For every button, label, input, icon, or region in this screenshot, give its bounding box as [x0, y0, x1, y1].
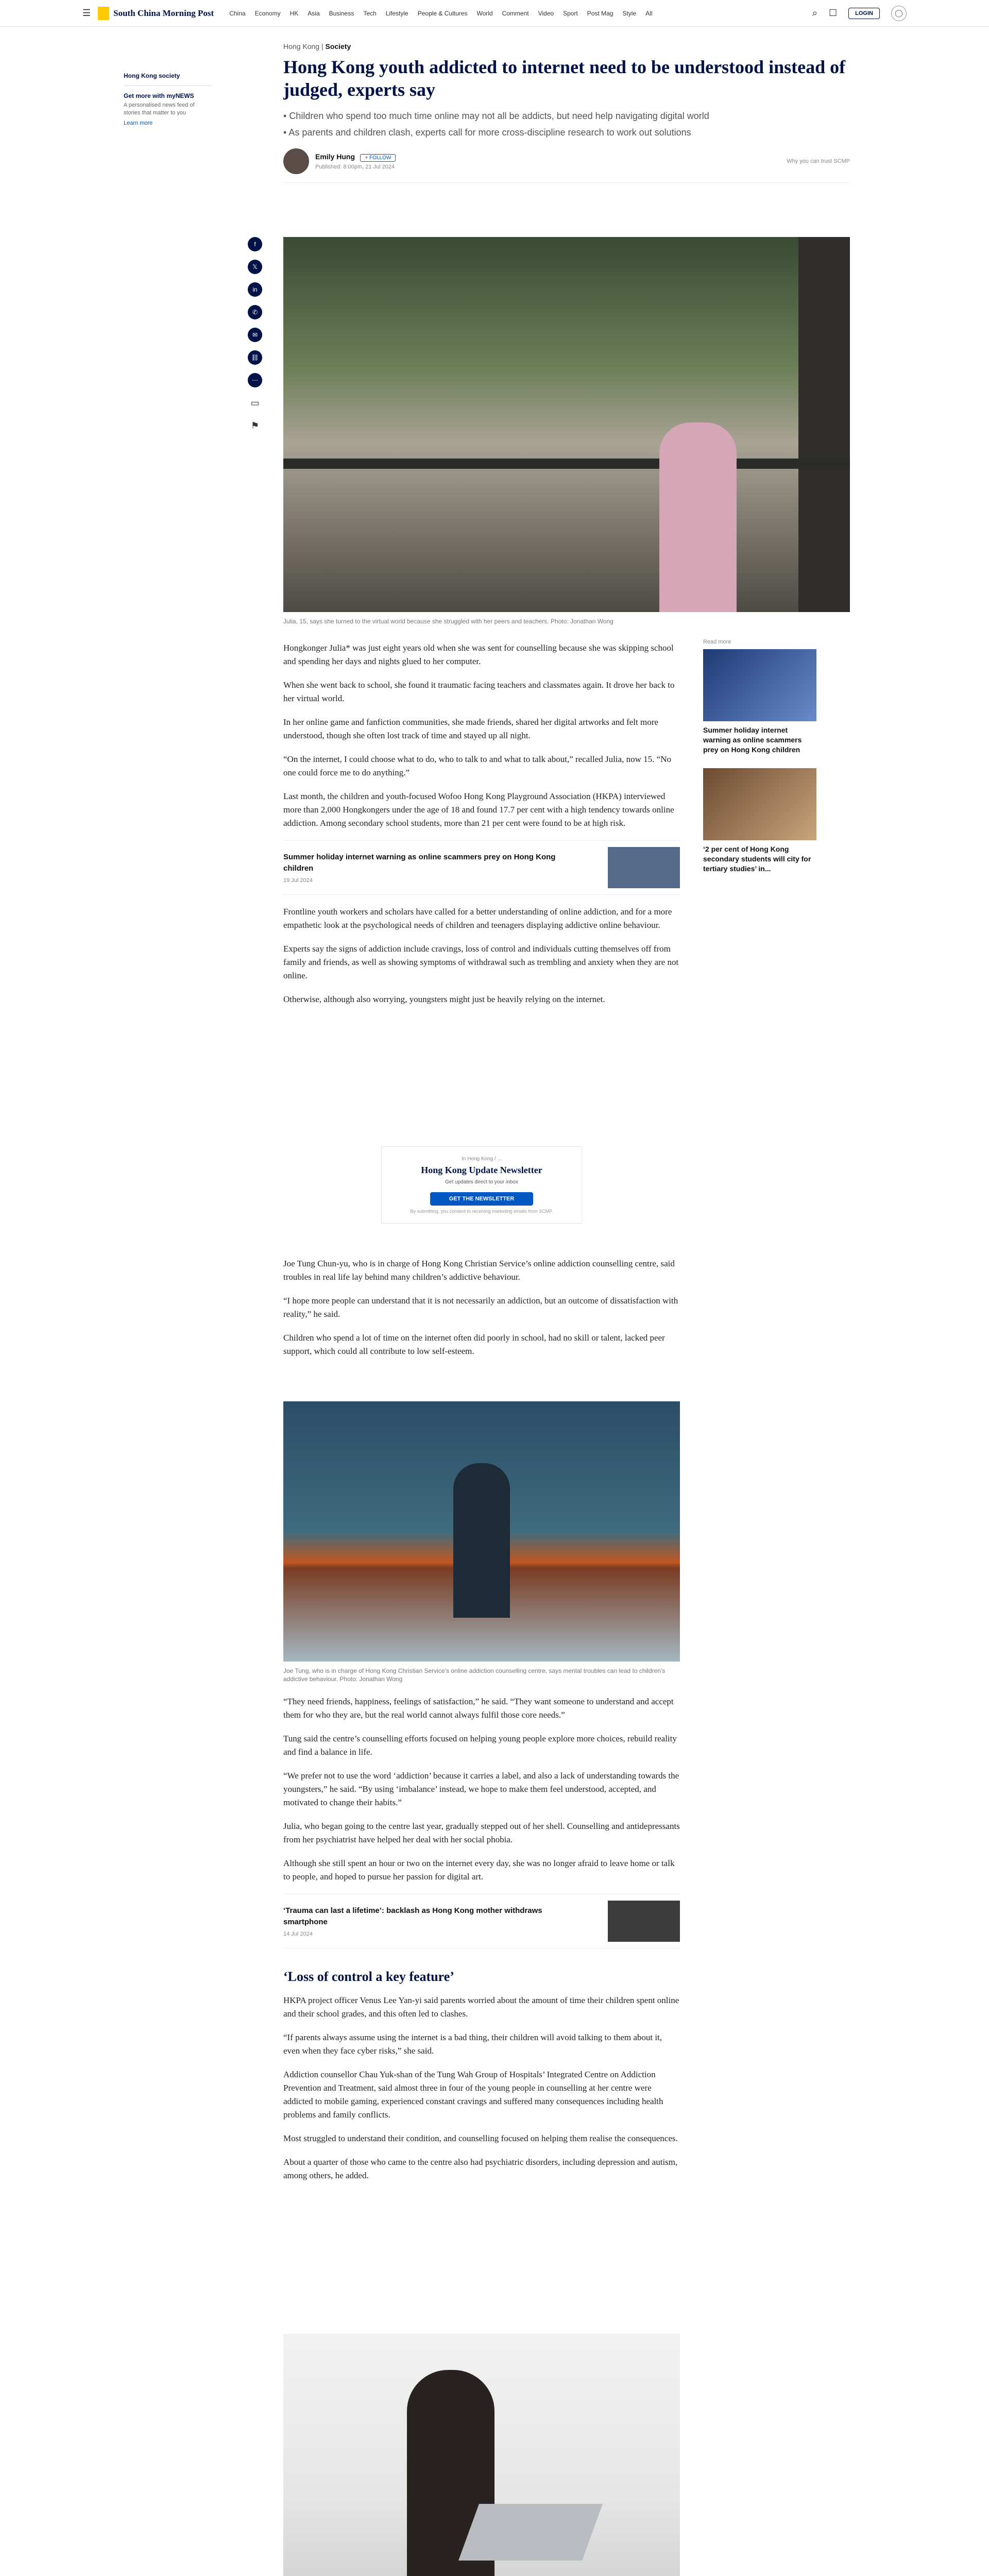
nav-right-controls	[812, 6, 907, 21]
right-rail-thumbnail[interactable]	[703, 768, 816, 840]
related-article-thumbnail[interactable]	[608, 1901, 680, 1942]
body-paragraph: Julia, who began going to the centre last year, gradually stepped out of her shell. Counselling and antidepressants from her psychiatrist have helped her deal with her social phobia.	[283, 1821, 680, 1844]
sidebar-section-title[interactable]: Hong Kong society	[124, 72, 180, 79]
image-caption: Joe Tung, who is in charge of Hong Kong Christian Service’s online addiction counselling centre, says mental troubles can lead to children’s addictive behaviour. Photo: Jonathan Wong	[283, 1667, 666, 1683]
right-rail-story-title[interactable]: ‘2 per cent of Hong Kong secondary students will city for tertiary studies’ in...	[703, 845, 811, 873]
body-paragraph: Hongkonger Julia* was just eight years old when she was sent for counselling because she was skipping school and spending her days and nights glued to her computer.	[283, 643, 674, 666]
author-info	[315, 152, 396, 170]
right-rail	[703, 639, 816, 887]
bookmark-icon[interactable]: ☐	[829, 8, 838, 18]
summary-bullet: • As parents and children clash, experts call for more cross-discipline research to work out solutions	[283, 127, 691, 138]
body-paragraph: “I hope more people can understand that it is not necessarily an addiction, but an outcome of dissatisfaction with reality,” he said.	[283, 1296, 678, 1319]
body-paragraph: Addiction counsellor Chau Yuk-shan of the Tung Wah Group of Hospitals’ Integrated Centre on Addiction Prevention and Treatment, said almost three in four of the young people in counselling at her centre were addicted to mobile gaming, experienced constant cravings and suffered many consequences including health problems and family conflicts.	[283, 2070, 663, 2120]
menu-icon[interactable]: ☰	[82, 8, 91, 18]
nav-item-sport[interactable]: Sport	[563, 9, 578, 17]
breadcrumb-parent[interactable]: Hong Kong	[283, 42, 320, 50]
published-date: Published: 8:00pm, 21 Jul 2024	[315, 164, 395, 170]
nav-item-asia[interactable]: Asia	[308, 9, 320, 17]
right-rail-heading: Read more	[703, 639, 731, 645]
linkedin-share-icon[interactable]: in	[248, 282, 262, 297]
body-paragraph: Most struggled to understand their condition, and counselling focused on helping them realise the consequences.	[283, 2133, 678, 2143]
user-avatar-icon[interactable]: ◯	[891, 6, 907, 21]
breadcrumb	[283, 42, 850, 50]
twitter-share-icon[interactable]: 𝕏	[248, 260, 262, 274]
mynews-learn-more-link[interactable]: Learn more	[124, 120, 153, 126]
nav-item-people[interactable]: People & Cultures	[417, 9, 468, 17]
right-rail-thumbnail[interactable]	[703, 649, 816, 721]
related-article-thumbnail[interactable]	[608, 847, 680, 888]
body-paragraph: Joe Tung Chun-yu, who is in charge of Hong Kong Christian Service’s online addiction counselling centre, said troubles in real life lay behind many children’s addictive behaviour.	[283, 1259, 675, 1282]
share-rail	[247, 237, 263, 433]
related-article-date: 19 Jul 2024	[283, 877, 313, 884]
nav-item-comment[interactable]: Comment	[502, 9, 529, 17]
image-person	[453, 1463, 510, 1618]
brand-name[interactable]: South China Morning Post	[113, 8, 214, 18]
body-paragraph: Experts say the signs of addiction include cravings, loss of control and individuals cutting themselves off from family and friends, as well as showing symptoms of withdrawal such as trembling and anxiety when they are not online.	[283, 944, 679, 980]
nav-item-postmag[interactable]: Post Mag	[587, 9, 613, 17]
article-headline: Hong Kong youth addicted to internet need to be understood instead of judged, experts say	[283, 57, 846, 100]
newsletter-name: Hong Kong Update Newsletter	[421, 1165, 542, 1175]
body-paragraph: “On the internet, I could choose what to do, who to talk to and what to talk about,” recalled Julia, now 15. “No one could force me to do anything.”	[283, 754, 671, 777]
newsletter-fineprint: By submitting, you consent to receiving marketing emails from SCMP.	[410, 1209, 553, 1214]
brand-logo-icon[interactable]	[98, 7, 109, 20]
breadcrumb-section[interactable]: Society	[325, 42, 351, 50]
right-rail-story-title[interactable]: Summer holiday internet warning as online scammers prey on Hong Kong children	[703, 726, 802, 754]
body-paragraph: About a quarter of those who came to the centre also had psychiatric disorders, including depression and autism, among others, he added.	[283, 2157, 678, 2180]
bookmark-article-icon[interactable]: ⚑	[250, 420, 260, 431]
summary-bullet: • Children who spend too much time online may not all be addicts, but need help navigating digital world	[283, 111, 709, 121]
body-paragraph: HKPA project officer Venus Lee Yan-yi said parents worried about the amount of time their children spent online and their school grades, and this often led to clashes.	[283, 1995, 679, 2019]
more-share-icon[interactable]: ⋯	[248, 373, 262, 387]
body-paragraph: Tung said the centre’s counselling efforts focused on helping young people explore more choices, rebuild reality and find a balance in life.	[283, 1734, 677, 1757]
nav-item-economy[interactable]: Economy	[254, 9, 281, 17]
article-image-joe-tung	[283, 1401, 680, 1662]
body-paragraph: “We prefer not to use the word ‘addiction’ because it carries a label, and also a lack of understanding towards the youngsters,” he said. “By using ‘imbalance’ instead, we hope to make them feel understood, accepted, and motivated to change their habits.”	[283, 1771, 679, 1807]
author-row	[283, 148, 850, 183]
nav-item-all[interactable]: All	[645, 9, 653, 17]
newsletter-signup-box	[381, 1146, 582, 1224]
copy-link-icon[interactable]: ⛓	[248, 350, 262, 365]
author-avatar[interactable]	[283, 148, 309, 174]
nav-item-hk[interactable]: HK	[289, 9, 299, 17]
newsletter-signup-button[interactable]: GET THE NEWSLETTER	[430, 1192, 533, 1206]
body-paragraph: Although she still spent an hour or two on the internet every day, she was no longer afraid to leave home or talk to people, and hoped to pursue her passion for digital art.	[283, 1858, 675, 1882]
article-image-venus-lee	[283, 2334, 680, 2576]
nav-items	[229, 10, 652, 17]
related-article[interactable]	[283, 840, 680, 895]
trust-link[interactable]: Why you can trust SCMP	[787, 158, 850, 164]
author-name[interactable]: Emily Hung	[315, 152, 355, 161]
body-paragraph: In her online game and fanfiction communities, she made friends, shared her digital artworks and felt more understood, though she often lost track of time and stayed up all night.	[283, 717, 658, 740]
mynews-title: Get more with myNEWS	[124, 92, 194, 99]
nav-item-lifestyle[interactable]: Lifestyle	[385, 9, 408, 17]
search-icon[interactable]: ⌕	[812, 8, 818, 18]
body-paragraph: “If parents always assume using the internet is a bad thing, their children will avoid talking to them about it, even when they face cyber risks,” she said.	[283, 2032, 662, 2056]
hero-image	[283, 237, 850, 612]
article-body-section-2	[283, 1257, 680, 1368]
newsletter-kicker: In Hong Kong / ...	[462, 1156, 502, 1162]
related-article-title[interactable]: ‘Trauma can last a lifetime’: backlash as Hong Kong mother withdraws smartphone	[283, 1906, 542, 1926]
article-header	[283, 42, 850, 183]
nav-item-china[interactable]: China	[229, 9, 246, 17]
whatsapp-share-icon[interactable]: ✆	[248, 305, 262, 319]
nav-item-video[interactable]: Video	[538, 9, 554, 17]
section-heading: ‘Loss of control a key feature’	[283, 1969, 454, 1984]
hero-caption: Julia, 15, says she turned to the virtual world because she struggled with her peers and teachers. Photo: Jonathan Wong	[283, 618, 613, 625]
facebook-share-icon[interactable]: f	[248, 237, 262, 251]
image-laptop	[458, 2504, 603, 2561]
login-button[interactable]: LOGIN	[848, 8, 880, 19]
related-article[interactable]	[283, 1894, 680, 1948]
top-navigation-bar	[0, 0, 989, 27]
body-paragraph: When she went back to school, she found it traumatic facing teachers and classmates again. It drove her back to her virtual world.	[283, 680, 675, 703]
hero-image-person	[659, 422, 737, 612]
comment-icon[interactable]: ▭	[250, 397, 260, 408]
email-share-icon[interactable]: ✉	[248, 328, 262, 342]
body-paragraph: Frontline youth workers and scholars have called for a better understanding of online addiction, and for a more empathetic look at the psychological needs of children and teenagers displaying addictive online behaviour.	[283, 907, 672, 930]
summary-bullet-text: Children who spend too much time online may not all be addicts, but need help navigating digital world	[289, 111, 709, 121]
body-paragraph: “They need friends, happiness, feelings of satisfaction,” he said. “They want someone to understand and accept them for who they are, but the real world cannot always fulfil those core needs.”	[283, 1697, 674, 1720]
nav-item-business[interactable]: Business	[329, 9, 354, 17]
left-sidebar	[124, 72, 211, 126]
body-paragraph: Last month, the children and youth-focused Wofoo Hong Kong Playground Association (HKPA) interviewed more than 2,000 Hongkongers under the age of 18 and found 17.7 per cent with a high tendency towards online addiction. Among secondary school students, more than 21 per cent were found to be at high risk.	[283, 791, 674, 828]
hero-image-railing	[283, 459, 850, 469]
newsletter-description: Get updates direct to your inbox	[445, 1179, 518, 1185]
article-body-section-1	[283, 641, 680, 1016]
summary-bullet-text: As parents and children clash, experts call for more cross-discipline research to work out solutions	[288, 127, 691, 138]
related-article-text	[283, 852, 572, 884]
related-article-date: 14 Jul 2024	[283, 1931, 313, 1937]
body-paragraph: Otherwise, although also worrying, youngsters might just be heavily relying on the internet.	[283, 994, 605, 1004]
nav-item-style[interactable]: Style	[622, 9, 637, 17]
hero-image-pillar	[798, 237, 850, 612]
body-paragraph: Children who spend a lot of time on the internet often did poorly in school, had no skill or talent, lacked peer support, which could all contribute to low self-esteem.	[283, 1333, 665, 1356]
nav-item-world[interactable]: World	[476, 9, 493, 17]
article-body-section-3	[283, 1695, 680, 2193]
mynews-description: A personalised news feed of stories that matter to you	[124, 102, 195, 116]
nav-item-tech[interactable]: Tech	[363, 9, 377, 17]
follow-author-button[interactable]: + FOLLOW	[360, 154, 396, 162]
related-article-title[interactable]: Summer holiday internet warning as online scammers prey on Hong Kong children	[283, 853, 556, 873]
related-article-text	[283, 1905, 572, 1937]
breadcrumb-separator: |	[321, 42, 326, 50]
